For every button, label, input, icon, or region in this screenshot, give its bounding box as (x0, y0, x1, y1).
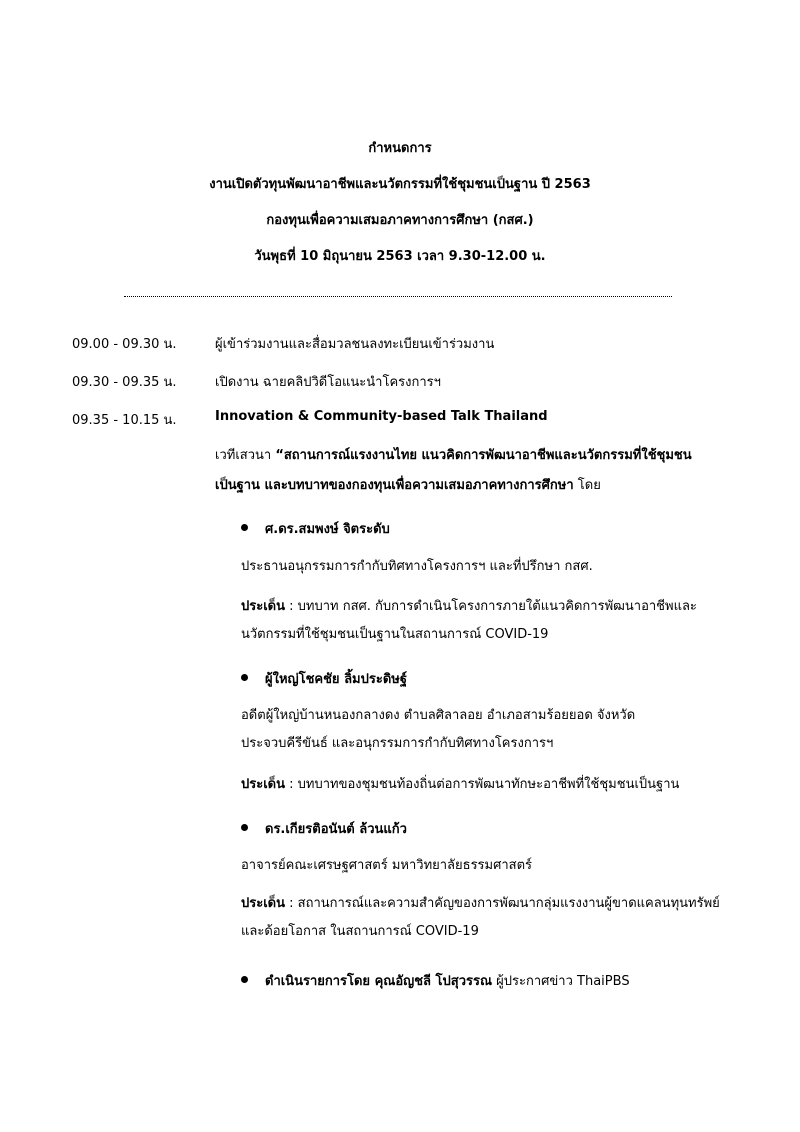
bullet-icon (241, 824, 248, 831)
moderator-role: ผู้ประกาศข่าว ThaiPBS (492, 974, 630, 989)
speaker-issue (241, 597, 741, 653)
bullet-icon (241, 674, 248, 681)
issue-text: และด้อยโอกาส ในสถานการณ์ COVID-19 (241, 924, 479, 939)
moderator-name: ดำเนินรายการโดย คุณอัญชลี โปสุวรรณ (265, 974, 493, 989)
speaker-issue (241, 775, 741, 803)
issue-label: ประเด็น (241, 599, 285, 614)
speaker-details (241, 856, 741, 884)
forum-suffix: โดย (573, 478, 601, 493)
schedule-activity: เปิดงาน ฉายคลิปวิดีโอแนะนำโครงการฯ (215, 375, 441, 390)
speaker-role: ประธานอนุกรรมการกำกับทิศทางโครงการฯ และที่ปรึกษา กสศ. (241, 559, 593, 574)
schedule-activity: ผู้เข้าร่วมงานและสื่อมวลชนลงทะเบียนเข้าร่วมงาน (215, 337, 495, 352)
dotted-divider (124, 296, 672, 297)
speaker-name: ศ.ดร.สมพงษ์ จิตระดับ (265, 522, 390, 537)
bullet-icon (241, 976, 248, 983)
speaker-details (241, 557, 741, 585)
issue-label: ประเด็น (241, 896, 285, 911)
schedule-time: 09.30 - 09.35 น. (72, 375, 177, 390)
speaker-issue (241, 894, 741, 950)
issue-label: ประเด็น (241, 777, 285, 792)
speaker-role: ประจวบคีรีขันธ์ และอนุกรรมการกำกับทิศทางโครงการฯ (241, 736, 554, 751)
speaker-name: ดร.เกียรติอนันต์ ล้วนแก้ว (265, 822, 407, 837)
speaker-role: อาจารย์คณะเศรษฐศาสตร์ มหาวิทยาลัยธรรมศาสตร์ (241, 858, 533, 873)
schedule-time: 09.00 - 09.30 น. (72, 337, 177, 352)
page-title: กำหนดการ (368, 141, 432, 156)
issue-text: : บทบาท กสศ. กับการดำเนินโครงการภายใต้แนวคิดการพัฒนาอาชีพและ (285, 599, 697, 614)
forum-topic-line2: เป็นฐาน และบทบาทของกองทุนเพื่อความเสมอภาคทางการศึกษา (215, 478, 574, 493)
issue-text: : บทบาทของชุมชนท้องถิ่นต่อการพัฒนาทักษะอาชีพที่ใช้ชุมชนเป็นฐาน (285, 777, 680, 792)
forum-topic-line1: “สถานการณ์แรงงานไทย แนวคิดการพัฒนาอาชีพและนวัตกรรมที่ใช้ชุมชน (275, 448, 692, 463)
issue-text: นวัตกรรมที่ใช้ชุมชนเป็นฐานในสถานการณ์ COVID-19 (241, 627, 549, 642)
issue-text: : สถานการณ์และความสำคัญของการพัฒนากลุ่มแรงงานผู้ขาดแคลนทุนทรัพย์ (285, 896, 720, 911)
organization-name: กองทุนเพื่อความเสมอภาคทางการศึกษา (กสศ.) (266, 213, 534, 228)
schedule-activity: Innovation & Community-based Talk Thailand (215, 409, 548, 424)
event-title: งานเปิดตัวทุนพัฒนาอาชีพและนวัตกรรมที่ใช้ชุมชนเป็นฐาน ปี 2563 (209, 177, 591, 192)
speaker-details (241, 706, 741, 762)
speaker-role: อดีตผู้ใหญ่บ้านหนองกลางดง ตำบลศิลาลอย อำเภอสามร้อยยอด จังหวัด (241, 708, 636, 723)
schedule-time: 09.35 - 10.15 น. (72, 413, 177, 428)
event-date: วันพุธที่ 10 มิถุนายน 2563 เวลา 9.30-12.00 น. (254, 249, 546, 264)
forum-description (215, 446, 745, 506)
speaker-name: ผู้ใหญ่โชคชัย ลิ้มประดิษฐ์ (265, 672, 408, 687)
forum-prefix: เวทีเสวนา (215, 448, 276, 463)
document-header (0, 138, 800, 282)
bullet-icon (241, 524, 248, 531)
